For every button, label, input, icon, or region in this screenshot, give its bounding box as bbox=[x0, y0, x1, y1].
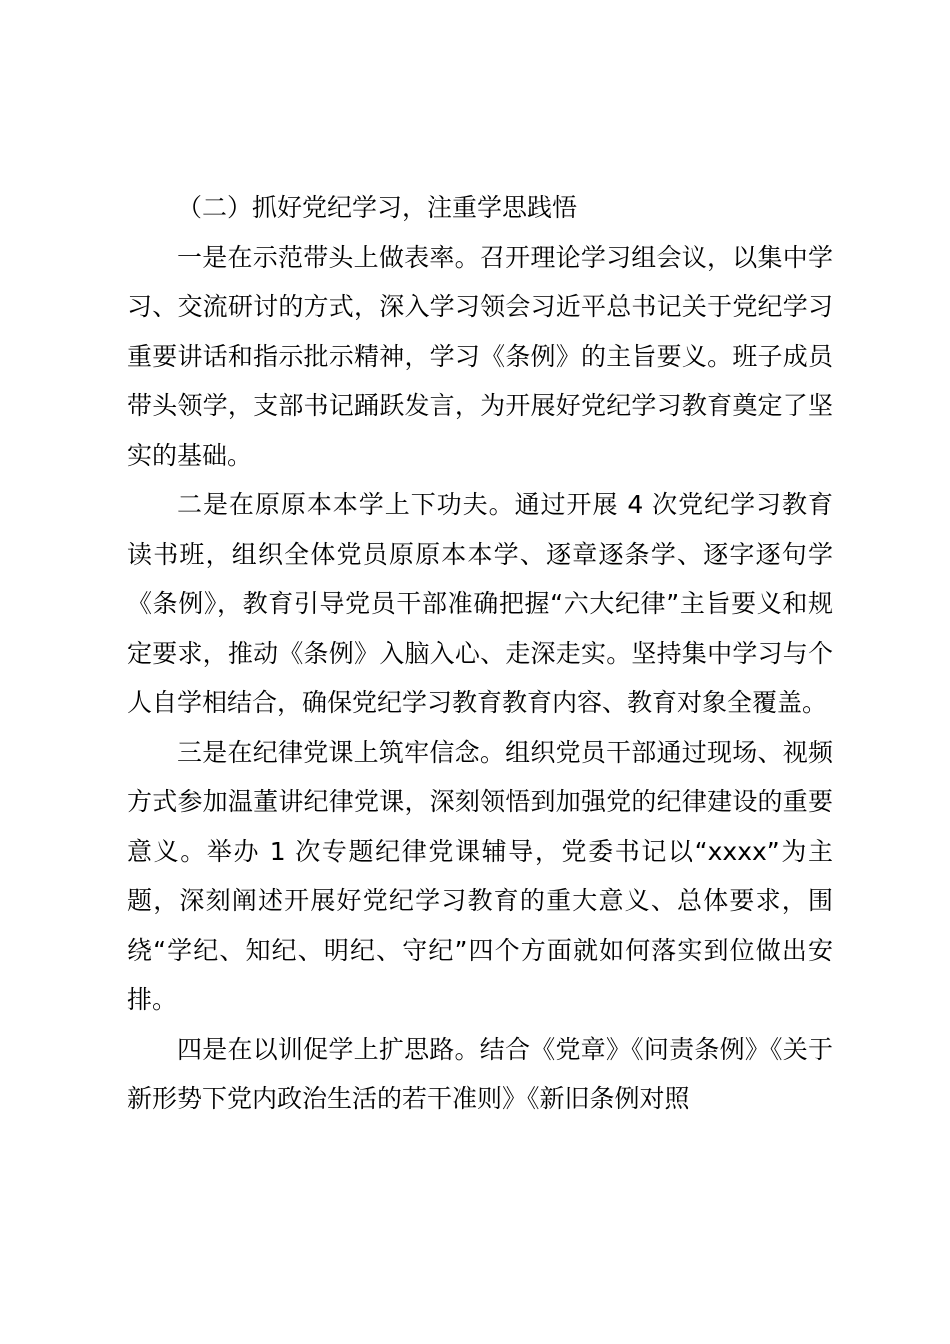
paragraph-1: 一是在示范带头上做表率。召开理论学习组会议，以集中学习、交流研讨的方式，深入学习领会习近平总书记关于党纪学习重要讲话和指示批示精神，学习《条例》的主旨要义。班子成员带头领学，支部书记踊跃发言，为开展好党纪学习教育奠定了坚实的基础。 bbox=[127, 242, 833, 470]
paragraph-2: 二是在原原本本学上下功夫。通过开展 4 次党纪学习教育读书班，组织全体党员原原本本学、逐章逐条学、逐字逐句学《条例》，教育引导党员干部准确把握“六大纪律”主旨要义和规定要求，推动《条例》入脑入心、走深走实。坚持集中学习与个人自学相结合，确保党纪学习教育教育内容、教育对象全覆盖。 bbox=[127, 490, 833, 717]
paragraph-4: 四是在以训促学上扩思路。结合《党章》《问责条例》《关于新形势下党内政治生活的若干准则》《新旧条例对照 bbox=[127, 1034, 833, 1113]
paragraph-3: 三是在纪律党课上筑牢信念。组织党员干部通过现场、视频方式参加温董讲纪律党课，深刻领悟到加强党的纪律建设的重要意义。举办 1 次专题纪律党课辅导，党委书记以“xxxx”为主题，深刻阐述开展好党纪学习教育的重大意义、总体要求，围绕“学纪、知纪、明纪、守纪”四个方面就如何落实到位做出安排。 bbox=[127, 737, 833, 1014]
document-body bbox=[127, 183, 833, 1124]
section-heading: （二）抓好党纪学习，注重学思践悟 bbox=[177, 193, 578, 222]
